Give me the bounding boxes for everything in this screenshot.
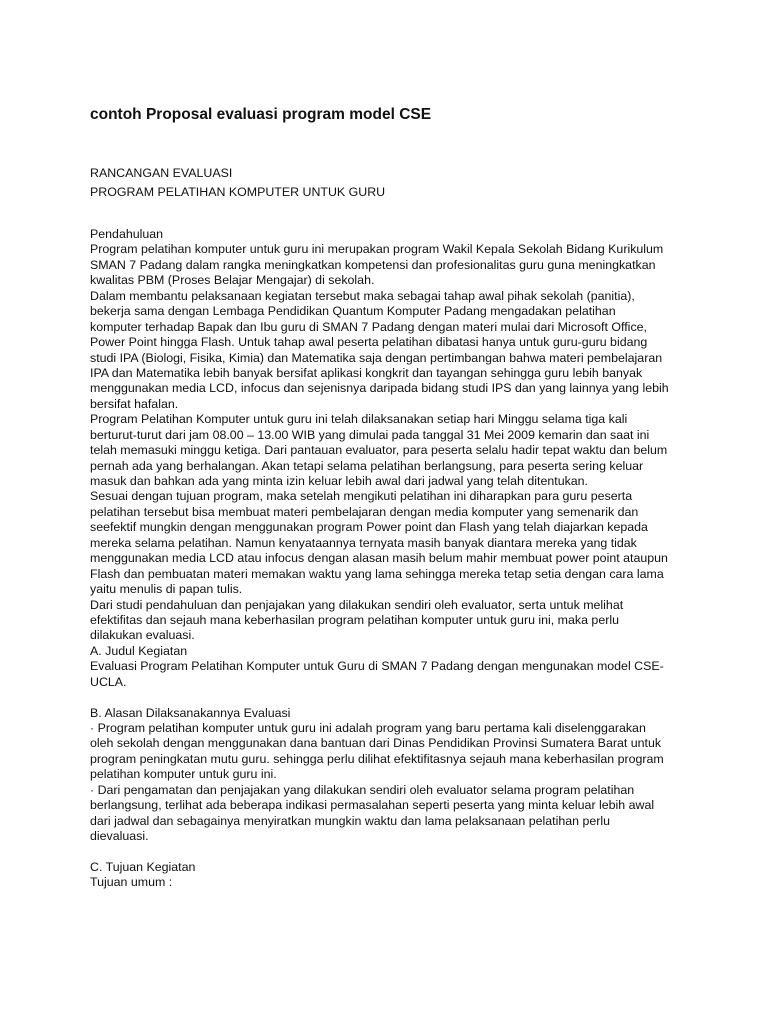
body-line: · Program pelatihan komputer untuk guru ini adalah program yang baru pertama kali diselenggarakan bbox=[90, 721, 646, 735]
body-line: komputer terhadap Bapak dan Ibu guru di SMAN 7 Padang dengan materi mulai dari Microsoft Office, bbox=[90, 319, 647, 334]
body-line: mereka selama pelatihan. Namun kenyataannya ternyata masih banyak diantara mereka yang tidak bbox=[90, 535, 637, 550]
document-body bbox=[90, 227, 690, 891]
body-line: Sesuai dengan tujuan program, maka setelah mengikuti pelatihan ini diharapkan para guru peserta bbox=[90, 489, 633, 504]
body-line: masuk dan bahkan ada yang minta izin keluar lebih awal dari jadwal yang telah ditentukan. bbox=[90, 474, 589, 488]
body-line: dievaluasi. bbox=[90, 829, 149, 844]
body-line: Tujuan umum : bbox=[90, 875, 173, 890]
body-line: berlangsung, terlihat ada beberapa indikasi permasalahan seperti peserta yang minta keluar lebih awal bbox=[90, 798, 655, 813]
body-line: Dalam membantu pelaksanaan kegiatan tersebut maka sebagai tahap awal pihak sekolah (panitia), bbox=[90, 288, 635, 303]
body-line: seefektif mungkin dengan menggunakan program Power point dan Flash yang telah diajarkan kepada bbox=[90, 520, 648, 535]
heading-line-evaluation-design: RANCANGAN EVALUASI bbox=[90, 166, 233, 180]
body-line: · Dari pengamatan dan penjajakan yang dilakukan sendiri oleh evaluator selama program pelatihan bbox=[90, 782, 635, 797]
blank-line bbox=[90, 845, 690, 860]
body-line: B. Alasan Dilaksanakannya Evaluasi bbox=[90, 705, 291, 720]
body-line: bekerja sama dengan Lembaga Pendidikan Quantum Komputer Padang mengadakan pelatihan bbox=[90, 304, 616, 319]
body-line: Evaluasi Program Pelatihan Komputer untuk Guru di SMAN 7 Padang dengan mengunakan model CSE- bbox=[90, 659, 664, 674]
body-line: Dari studi pendahuluan dan penjajakan yang dilakukan sendiri oleh evaluator, serta untuk melihat bbox=[90, 597, 624, 612]
body-line: IPA dan Matematika lebih banyak bersifat aplikasi kongkrit dan tayangan sehingga guru lebih banyak bbox=[90, 365, 643, 380]
body-line: bersifat hafalan. bbox=[90, 396, 179, 411]
body-line: kwalitas PBM (Proses Belajar Mengajar) di sekolah. bbox=[90, 273, 375, 288]
body-line: efektifitas dan sejauh mana keberhasilan program pelatihan komputer untuk guru ini, maka perlu bbox=[90, 612, 619, 627]
body-line: Flash dan pembuatan materi memakan waktu yang lama sehingga mereka tetap setia dengan cara lama bbox=[90, 566, 664, 581]
body-line: C. Tujuan Kegiatan bbox=[90, 859, 196, 874]
body-line: pernah ada yang berhalangan. Akan tetapi selama pelatihan berlangsung, para peserta sering keluar bbox=[90, 458, 644, 473]
body-line: berturut-turut dari jam 08.00 – 13.00 WIB yang dimulai pada tanggal 31 Mei 2009 kemarin dan saat ini bbox=[90, 427, 650, 442]
body-line: Pendahuluan bbox=[90, 227, 164, 241]
body-line: dari jadwal dan sebagainya menyiratkan mungkin waktu dan lama pelaksanaan pelatihan perlu bbox=[90, 813, 611, 828]
body-line: program peningkatan mutu guru. sehingga perlu dilihat efektifitasnya sejauh mana keberhasilan program bbox=[90, 751, 664, 766]
blank-line bbox=[90, 690, 690, 705]
body-line: oleh sekolah dengan menggunakan dana bantuan dari Dinas Pendidikan Provinsi Sumatera Barat untuk bbox=[90, 736, 662, 751]
body-line: dilakukan evaluasi. bbox=[90, 628, 195, 643]
body-line: A. Judul Kegiatan bbox=[90, 643, 188, 658]
body-line: studi IPA (Biologi, Fisika, Kimia) dan Matematika saja dengan pertimbangan bahwa materi pembelajaran bbox=[90, 350, 663, 365]
body-line: Program Pelatihan Komputer untuk guru ini telah dilaksanakan setiap hari Minggu selama tiga kali bbox=[90, 412, 628, 427]
body-line: SMAN 7 Padang dalam rangka meningkatkan kompetensi dan profesionalitas guru guna meningkatkan bbox=[90, 257, 656, 272]
body-line: menggunakan media LCD atau infocus dengan alasan masih belum mahir membuat power point ataupun bbox=[90, 551, 668, 566]
body-line: yaitu menulis di papan tulis. bbox=[90, 582, 243, 597]
body-line: pelatihan komputer untuk guru ini. bbox=[90, 767, 277, 782]
body-line: menggunakan media LCD, infocus dan sejenisnya daripada bidang studi IPS dan yang lainnya yang lebih bbox=[90, 381, 669, 396]
body-line: UCLA. bbox=[90, 674, 127, 689]
document-title: contoh Proposal evaluasi program model CSE bbox=[90, 106, 432, 123]
body-line: pelatihan tersebut bisa membuat materi pembelajaran dengan media komputer yang semenarik dan bbox=[90, 504, 639, 519]
body-line: Program pelatihan komputer untuk guru ini merupakan program Wakil Kepala Sekolah Bidang Kurikulum bbox=[90, 242, 664, 257]
document-heading bbox=[90, 164, 385, 202]
body-line: Power Point hingga Flash. Untuk tahap awal peserta pelatihan dibatasi hanya untuk guru-guru bidang bbox=[90, 335, 648, 350]
heading-line-program-name: PROGRAM PELATIHAN KOMPUTER UNTUK GURU bbox=[90, 185, 386, 199]
body-line: telah memasuki minggu ketiga. Dari pantauan evaluator, para peserta selalu hadir tepat waktu dan belum bbox=[90, 443, 668, 458]
